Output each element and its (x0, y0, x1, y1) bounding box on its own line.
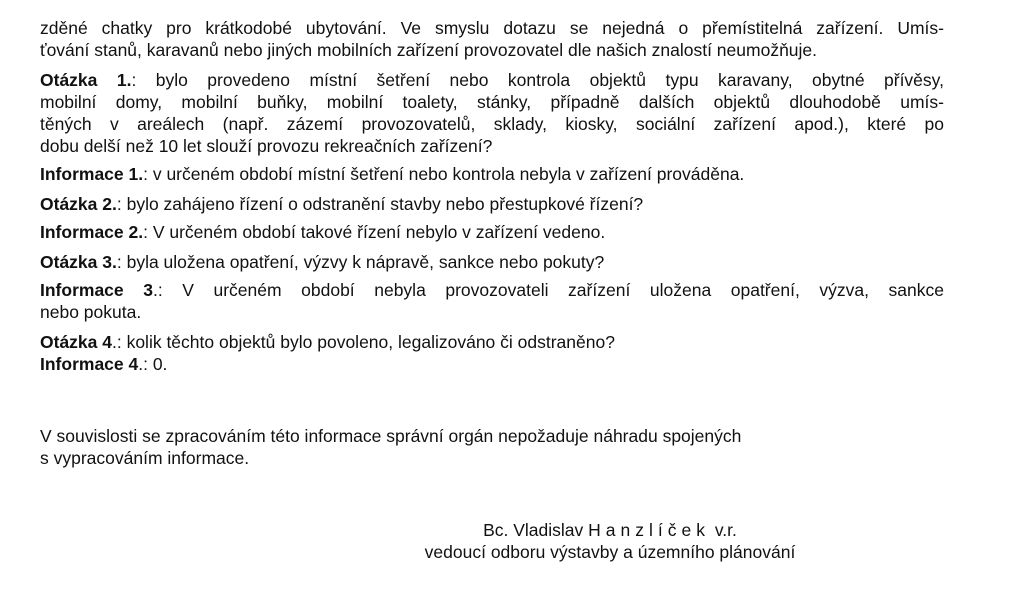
answer-2-label: Informace 2. (40, 222, 144, 242)
answer-3-text-1: .: V určeném období nebyla provozovateli zařízení uložena opatření, výzva, sankce (152, 280, 945, 300)
question-3-label: Otázka 3. (40, 252, 117, 272)
answer-3-line-2: nebo pokuta. (40, 302, 142, 322)
question-1-line-2: mobilní domy, mobilní buňky, mobilní toalety, stánky, případně dalších objektů dlouhodobě umís- (40, 92, 944, 112)
question-2-label: Otázka 2. (40, 194, 117, 214)
intro-line-1: zděné chatky pro krátkodobé ubytování. Ve smyslu dotazu se nejedná o přemístitelná zařízení. Umís- (40, 18, 944, 38)
signature-title: vedoucí odboru výstavby a územního plánování (424, 542, 796, 562)
answer-1-line (40, 163, 944, 185)
question-1-line-4: dobu delší než 10 let slouží provozu rekreačních zařízení? (40, 136, 493, 156)
signature-block (360, 519, 860, 563)
closing-paragraph (40, 425, 944, 469)
closing-line-2: s vypracováním informace. (40, 448, 250, 468)
intro-line-2: ťování stanů, karavanů nebo jiných mobilních zařízení provozovatel dle našich znalostí neumožňuje. (40, 40, 818, 60)
answer-2-text: : V určeném období takové řízení nebylo v zařízení vedeno. (143, 222, 606, 242)
closing-line-1: V souvislosti se zpracováním této informace správní orgán nepožaduje náhradu spojených (40, 426, 742, 446)
intro-paragraph (40, 17, 944, 61)
answer-4-text: .: 0. (138, 354, 168, 374)
answer-4-label: Informace 4 (40, 354, 139, 374)
answer-2-line (40, 221, 944, 243)
question-2 (40, 193, 944, 215)
question-1-label: Otázka 1. (40, 70, 132, 90)
signature-name-line (360, 519, 860, 541)
answer-4 (40, 353, 944, 375)
answer-1-label: Informace 1. (40, 164, 144, 184)
signature-suffix: v.r. (709, 520, 737, 540)
question-3 (40, 251, 944, 273)
question-2-line (40, 193, 944, 215)
question-2-text: : bylo zahájeno řízení o odstranění stavby nebo přestupkové řízení? (116, 194, 644, 214)
question-3-line (40, 251, 944, 273)
answer-3 (40, 279, 944, 323)
question-1-line-1 (40, 69, 944, 91)
signature-surname: Hanzlíček (588, 520, 710, 540)
question-1 (40, 69, 944, 157)
document-page (40, 17, 944, 469)
question-4 (40, 331, 944, 353)
question-4-line (40, 331, 944, 353)
answer-1-text: : v určeném období místní šetření nebo kontrola nebyla v zařízení prováděna. (143, 164, 745, 184)
question-4-label: Otázka 4 (40, 332, 112, 352)
question-1-line-3: těných v areálech (např. zázemí provozovatelů, sklady, kiosky, sociální zařízení apod.), které po (40, 114, 944, 134)
answer-1 (40, 163, 944, 185)
signature-name: Bc. Vladislav (483, 520, 589, 540)
answer-3-line-1 (40, 279, 944, 301)
answer-3-label: Informace 3 (40, 280, 153, 300)
answer-2 (40, 221, 944, 243)
question-1-text-1: : bylo provedeno místní šetření nebo kontrola objektů typu karavany, obytné přívěsy, (131, 70, 944, 90)
question-4-text: .: kolik těchto objektů bylo povoleno, legalizováno či odstraněno? (111, 332, 615, 352)
question-3-text: : byla uložena opatření, výzvy k nápravě, sankce nebo pokuty? (116, 252, 605, 272)
answer-4-line (40, 353, 944, 375)
